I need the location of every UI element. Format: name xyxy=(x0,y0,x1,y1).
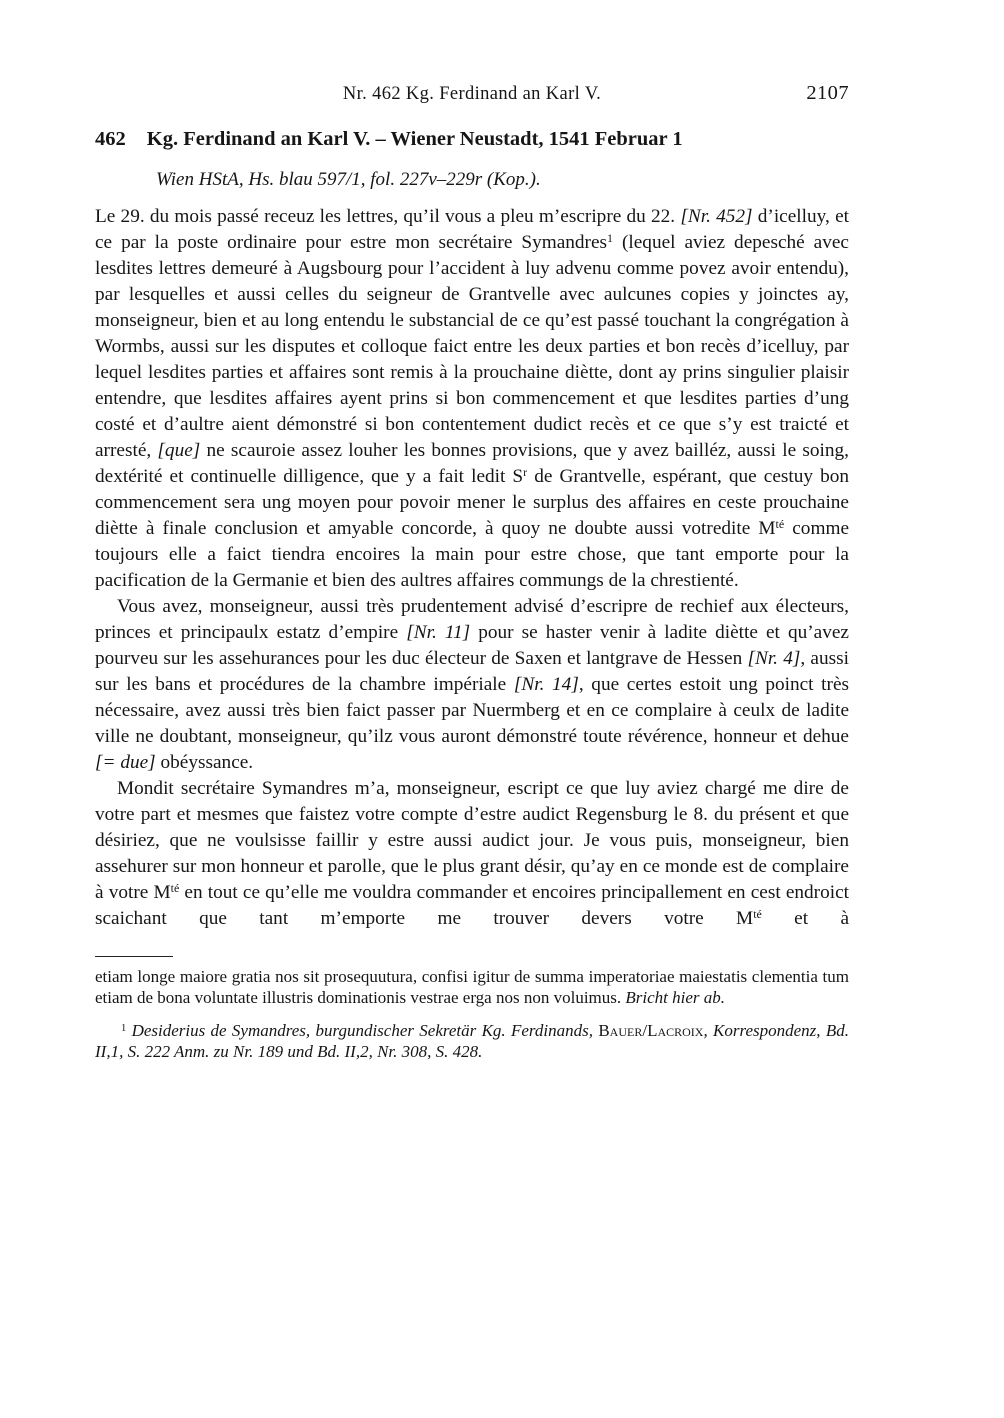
entry-title-text: Kg. Ferdinand an Karl V. – Wiener Neustadt, 1541 Februar 1 xyxy=(146,128,683,150)
entry-number: 462 xyxy=(95,128,126,150)
body-paragraph-1: Le 29. du mois passé receuz les lettres, qu’il vous a pleu m’escripre du 22. [Nr. 452] d’icelluy, et ce par la poste ordinaire pour estre mon secrétaire Symandres$^1$ (lequel aviez depesché avec lesdites lettres demeuré à Augsbourg pour l’accident à luy advenu comme povez avoir entendu), par lesquelles et aussi celles du seigneur de Grantvelle avec aulcunes copies y joinctes ay, monseigneur, bien et au long entendu le substancial de ce qu’est passé touchant la congrégation à Wormbs, aussi sur les disputes et colloque faict entre les deux parties et bon recès d’icelluy, par lequel lesdites parties et affaires sont remis à la prouchaine diètte, dont ay prins singulier plaisir entendre, que lesdites affaires ayent prins si bon commencement et que lesdites parties d’ung costé et d’aultre aient démonstré si bon contentement dudict recès et ce que s’y est traicté et arresté, [que] ne scauroie assez louher les bonnes provisions, que y avez bailléz, aussi le soing, dextérité et continuelle dilligence, que y a fait ledit $S^r$ de Grantvelle, espérant, que cestuy bon commencement sera ung moyen pour povoir mener le surplus des affaires en ceste prouchaine diètte à finale conclusion et amyable concorde, à quoy ne doubte aussi votredite $M^{té}$ comme toujours elle a faict tiendra encoires la main pour estre chose, que tant emporte pour la pacification de la Germanie et bien des aultres affaires commungs de la chrestienté. xyxy=(95,205,849,591)
page-number: 2107 xyxy=(806,82,849,104)
footnote-1: $^1$ Desiderius de Symandres, burgundischer Sekretär Kg. Ferdinands, Bauer/Lacroix, Korrespondenz, Bd. II,1, S. 222 Anm. zu Nr. 189 und Bd. II,2, Nr. 308, S. 428. xyxy=(95,1020,849,1062)
footnote-continuation: etiam longe maiore gratia nos sit prosequutura, confisi igitur de summa imperatoriae maiestatis clementia tum etiam de bona voluntate illustris dominationis vestrae erga nos non voluimus. Bricht hier ab. xyxy=(95,966,849,1008)
running-head: Nr. 462 Kg. Ferdinand an Karl V. xyxy=(342,84,602,104)
entry-title xyxy=(95,127,849,152)
text-block xyxy=(95,84,849,1063)
footnotes-section xyxy=(95,956,849,1063)
body-paragraph-2: Vous avez, monseigneur, aussi très prudentement advisé d’escripre de rechief aux électeurs, princes et principaulx estatz d’empire [Nr. 11] pour se haster venir à ladite diètte et qu’avez pourveu sur les assehurances pour les duc électeur de Saxen et lantgrave de Hessen [Nr. 4], aussi sur les bans et procédures de la chambre impériale [Nr. 14], que certes estoit ung poinct très nécessaire, avez aussi très bien faict passer par Nuermberg et en ce complaire à ceulx de ladite ville ne doubtant, monseigneur, qu’ilz vous auront démonstré toute révérence, honneur et dehue [= due] obéyssance. xyxy=(95,595,850,773)
body-paragraph-3: Mondit secrétaire Symandres m’a, monseigneur, escript ce que luy aviez chargé me dire de votre part et mesmes que faistez votre compte d’estre audict Regensburg le 8. du présent et que désiriez, que ne voulsisse faillir y estre aussi audict jour. Je vous puis, monseigneur, bien assehurer sur mon honneur et parolle, que le plus grant désir, qu’ay en ce monde est de complaire à votre $M^{té}$ en tout ce qu’elle me vouldra commander et encoires principallement en cest endroict scaichant que tant m’emporte me trouver devers votre $M^{té}$ et à xyxy=(95,777,849,929)
letter-body xyxy=(95,204,849,932)
footnote-separator xyxy=(95,956,173,957)
page-header xyxy=(95,84,849,110)
source-citation: Wien HStA, Hs. blau 597/1, fol. 227v–229r (Kop.). xyxy=(156,168,541,190)
